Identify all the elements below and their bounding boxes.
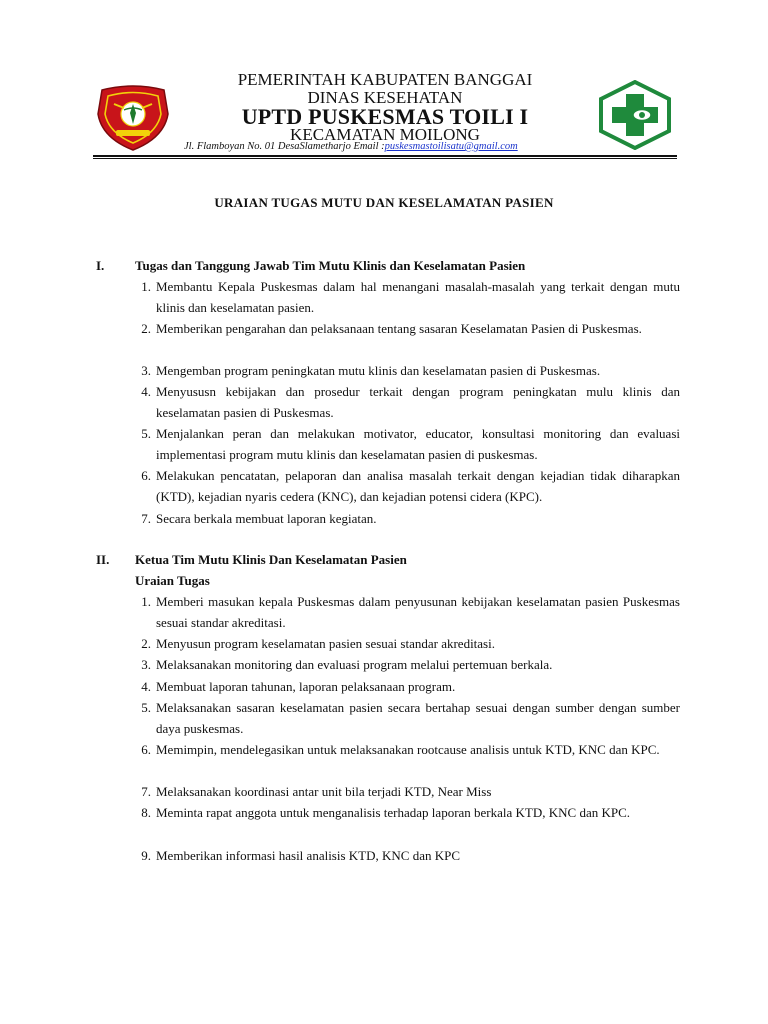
section-1-title: Tugas dan Tanggung Jawab Tim Mutu Klinis dan Keselamatan Pasien — [135, 258, 526, 273]
item-number: 9. — [141, 848, 151, 863]
item-number: 3. — [141, 657, 151, 672]
header-district: KECAMATAN MOILONG — [290, 125, 480, 144]
item-text: Memberikan informasi hasil analisis KTD, KNC dan KPC — [156, 848, 461, 863]
document-title: URAIAN TUGAS MUTU DAN KESELAMATAN PASIEN — [214, 195, 554, 210]
section-2-item — [135, 781, 680, 802]
section-1-item — [135, 276, 680, 318]
section-1-item — [135, 360, 680, 381]
header-department: DINAS KESEHATAN — [307, 88, 463, 107]
item-number: 6. — [141, 742, 151, 757]
item-number: 3. — [141, 363, 151, 378]
item-text: Meminta rapat anggota untuk menganalisis terhadap laporan berkala KTD, KNC dan KPC. — [156, 805, 631, 820]
item-text: Melakukan pencatatan, pelaporan dan analisa masalah terkait dengan kejadian tidak diharapkan (KTD), kejadian nyaris cedera (KNC), dan kejadian potensi cidera (KPC). — [156, 468, 680, 504]
item-text: Menjalankan peran dan melakukan motivator, educator, konsultasi monitoring dan evaluasi implementasi program mutu klinis dan keselamatan pasien di puskesmas. — [156, 426, 680, 462]
item-text: Membuat laporan tahunan, laporan pelaksanaan program. — [156, 679, 456, 694]
item-text: Secara berkala membuat laporan kegiatan. — [156, 511, 377, 526]
item-number: 1. — [141, 279, 151, 294]
item-text: Memberi masukan kepala Puskesmas dalam penyusunan kebijakan keselamatan pasien Puskesmas sesuai standar akreditasi. — [156, 594, 680, 630]
header-institution: UPTD PUSKESMAS TOILI I — [241, 104, 529, 129]
address-text: Jl. Flamboyan No. 01 DesaSlametharjo Email : — [184, 141, 385, 152]
header-divider-thick — [93, 155, 677, 157]
section-1-item — [135, 381, 680, 423]
section-2-title: Ketua Tim Mutu Klinis Dan Keselamatan Pasien — [135, 552, 407, 567]
section-2-subtitle: Uraian Tugas — [135, 573, 210, 588]
section-2-item — [135, 802, 680, 823]
item-text: Menyususn kebijakan dan prosedur terkait dengan program peningkatan mulu klinis dan keselamatan pasien di Puskesmas. — [156, 384, 680, 420]
item-number: 2. — [141, 636, 151, 651]
header-address — [184, 141, 518, 152]
section-2-item — [135, 633, 680, 654]
item-number: 4. — [141, 384, 151, 399]
section-1-number: I. — [96, 258, 105, 273]
section-1-item — [135, 423, 680, 465]
item-number: 5. — [141, 700, 151, 715]
section-2-number: II. — [96, 552, 110, 567]
item-text: Membantu Kepala Puskesmas dalam hal menangani masalah-masalah yang terkait dengan mutu klinis dan keselamatan pasien. — [156, 279, 680, 315]
section-2-item — [135, 697, 680, 739]
header-divider-thin — [93, 158, 677, 159]
item-number: 6. — [141, 468, 151, 483]
item-text: Melaksanakan sasaran keselamatan pasien secara bertahap sesuai dengan sumber dengan sumber daya puskesmas. — [156, 700, 680, 736]
puskesmas-cross-logo-icon — [598, 80, 672, 150]
section-2-item — [135, 739, 680, 760]
item-number: 8. — [141, 805, 151, 820]
item-text: Menyusun program keselamatan pasien sesuai standar akreditasi. — [156, 636, 495, 651]
section-2-item — [135, 676, 680, 697]
item-text: Melaksanakan koordinasi antar unit bila terjadi KTD, Near Miss — [156, 784, 492, 799]
banggai-regency-crest-icon — [94, 80, 172, 152]
item-text: Memimpin, mendelegasikan untuk melaksanakan rootcause analisis untuk KTD, KNC dan KPC. — [156, 742, 660, 757]
item-number: 7. — [141, 511, 151, 526]
item-number: 7. — [141, 784, 151, 799]
header-government: PEMERINTAH KABUPATEN BANGGAI — [237, 70, 533, 89]
email-link[interactable]: puskesmastoilisatu@gmail.com — [384, 141, 518, 152]
section-2-item — [135, 654, 680, 675]
section-2-item — [135, 845, 680, 866]
item-text: Melaksanakan monitoring dan evaluasi program melalui pertemuan berkala. — [156, 657, 553, 672]
section-1-item — [135, 318, 680, 339]
item-number: 1. — [141, 594, 151, 609]
item-text: Mengemban program peningkatan mutu klinis dan keselamatan pasien di Puskesmas. — [156, 363, 601, 378]
item-number: 2. — [141, 321, 151, 336]
section-2-item — [135, 591, 680, 633]
item-text: Memberikan pengarahan dan pelaksanaan tentang sasaran Keselamatan Pasien di Puskesmas. — [156, 321, 642, 336]
section-1-item — [135, 465, 680, 507]
section-1-item — [135, 508, 680, 529]
item-number: 5. — [141, 426, 151, 441]
item-number: 4. — [141, 679, 151, 694]
